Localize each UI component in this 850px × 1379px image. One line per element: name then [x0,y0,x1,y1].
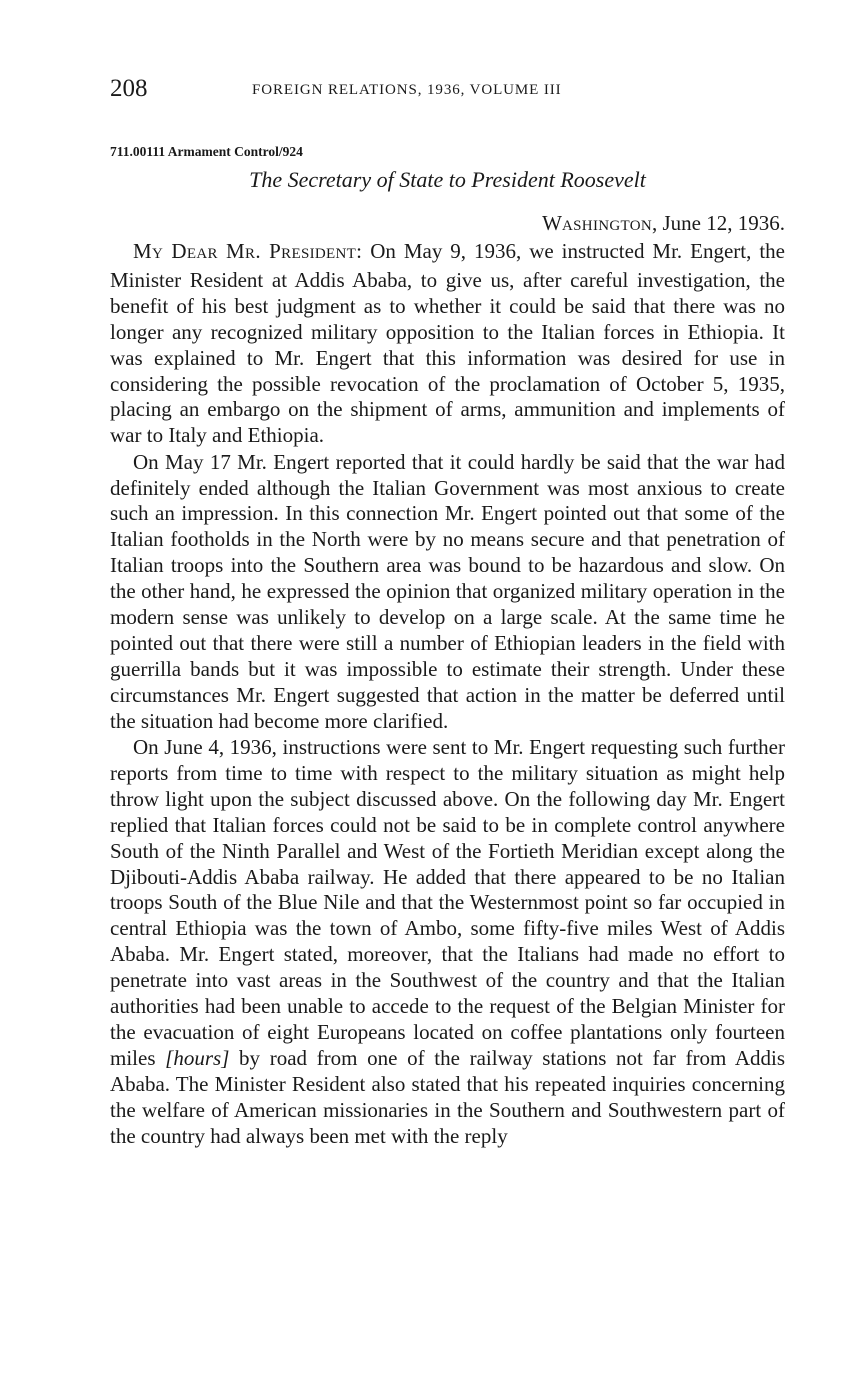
running-head [110,72,785,108]
paragraph-3-continuation: by road from one of the railway stations not far from Addis Ababa. The Minister Resident also stated that his repeated inquiries concerning the welfare of American missionaries in the Southern and Southwestern part of the country had always been met with the reply [110,1045,786,1148]
page-number: 208 [110,75,148,102]
dateline-date: , June 12, 1936. [652,211,785,235]
salutation: MY DEAR MR. PRESIDENT: [133,239,363,263]
editorial-insert: [hours] [165,1045,230,1070]
dateline [110,210,785,239]
paragraph-1 [110,239,785,449]
paragraph-3 [110,735,785,1150]
running-title: FOREIGN RELATIONS, 1936, VOLUME III [252,82,562,98]
paragraph-3-text: On June 4, 1936, instructions were sent to Mr. Engert requesting such further reports from time to time with respect to the military situation as might help throw light upon the subject discussed above. On the following day Mr. Engert replied that Italian forces could not be said to be in complete control anywhere South of the Ninth Parallel and West of the Fortieth Meridian except along the Djibouti-Addis Ababa railway. He added that there appeared to be no Italian troops South of the Blue Nile and that the Westernmost point so far occupied in central Ethiopia was the town of Ambo, some fifty-five miles West of Addis Ababa. Mr. Engert stated, moreover, that the Italians had made no effort to penetrate into vast areas in the Southwest of the country and that the Italian authorities had been unable to accede to the request of the Belgian Minister for the evacuation of eight Europeans located on coffee plantations only fourteen miles [110,735,785,1070]
paragraph-2: On May 17 Mr. Engert reported that it could hardly be said that the war had definitely ended although the Italian Government was most anxious to create such an impression. In this connection Mr. Engert pointed out that some of the Italian footholds in the North were by no means secure and that penetration of Italian troops into the Southern area was bound to be hazardous and slow. On the other hand, he expressed the opinion that organized military operation in the modern sense was unlikely to develop on a large scale. At the same time he pointed out that there were still a number of Ethiopian leaders in the field with guerrilla bands but it was impossible to estimate their strength. Under these circumstances Mr. Engert suggested that action in the matter be deferred until the situation had become more clarified. [110,449,785,733]
dateline-place: WASHINGTON [542,211,652,235]
letter-body [110,239,785,1150]
document-title: The Secretary of State to President Roosevelt [249,167,646,192]
file-number: 711.00111 Armament Control/924 [110,144,303,159]
paragraph-1-text: On May 9, 1936, we instructed Mr. Engert, the Minister Resident at Addis Ababa, to give us, after careful investigation, the benefit of his best judgment as to whether it could be said that there was no longer any recognized military opposition to the Italian forces in Ethiopia. It was explained to Mr. Engert that this information was desired for use in considering the possible revocation of the proclamation of October 5, 1935, placing an embargo on the shipment of arms, ammunition and implements of war to Italy and Ethiopia. [110,239,785,448]
document-page [110,72,785,1150]
